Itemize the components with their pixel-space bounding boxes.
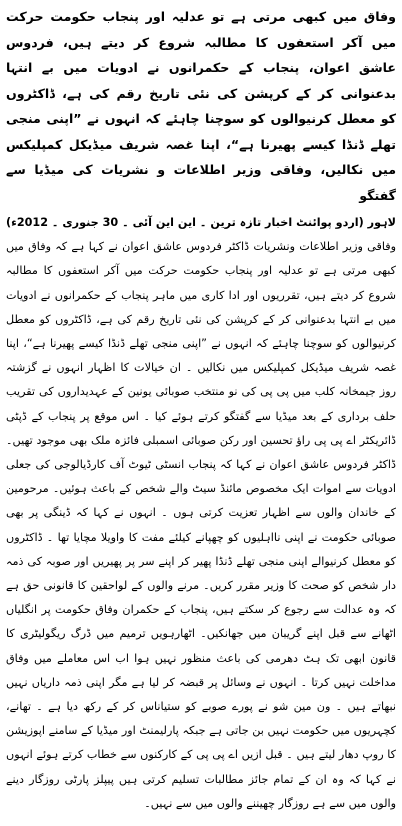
article-body	[6, 211, 396, 816]
article-headline: وفاق میں کبھی مرتی ہے تو عدلیہ اور پنجاب حکومت حرکت میں آکر استعفوں کا مطالبہ شروع کر دیتے ہیں، فردوس عاشق اعوان، پنجاب کے حکمرانوں نے ادویات میں بے انتہا بدعنوانی کر کے کرپشن کی نئی تاریخ رقم کی ہے، ڈاکٹروں کو معطل کرنیوالوں کو سوچنا چاہئے کہ انہوں نے ”اپنی منجی تھلے ڈنڈا کیسے پھیرنا ہے“، اپنا غصہ شریف میڈیکل کمپلیکس میں نکالیں، وفاقی وزیر اطلاعات و نشریات کی میڈیا سے گفتگو	[6, 9, 396, 203]
article-dateline: لاہور (اردو پوائنٹ اخبار تازہ ترین ۔ این این آئی ۔ 30 جنوری ۔ 2012ء)	[6, 216, 397, 229]
article-body-text: وفاقی وزیر اطلاعات ونشریات ڈاکٹر فردوس عاشق اعوان نے کہا ہے کہ وفاق میں کبھی مرتی ہے تو عدلیہ اور پنجاب حکومت حرکت میں آکر استعفوں کا مطالبہ شروع کر دیتے ہیں، تقرریوں اور ادا کاری میں ماہر پنجاب کے حکمرانوں نے ادویات میں بے انتہا بدعنوانی کر کے کرپشن کی نئی تاریخ رقم کی ہے، ڈاکٹروں کو معطل کرنیوالوں کو سوچنا چاہئے کہ انہوں نے ”اپنی منجی تھلے ڈنڈا کیسے پھیرنا ہے“، اپنا غصہ شریف میڈیکل کمپلیکس میں نکالیں ۔ ان خیالات کا اظہار انہوں نے گزشتہ روز جیمخانہ کلب میں پی پی کی نو منتخب صوبائی یونین کے عہدیداروں کی تقریب حلف برداری کے بعد میڈیا سے گفتگو کرتے ہوئے کیا ۔ اس موقع پر پنجاب کے ڈپٹی ڈائریکٹر اے پی پی راؤ تحسین اور رکن صوبائی اسمبلی فائزہ ملک بھی موجود تھیں۔ ڈاکٹر فردوس عاشق اعوان نے کہا کہ پنجاب انسٹی ٹیوٹ آف کارڈیالوجی کی جعلی ادویات سے اموات ایک مخصوص مائنڈ سیٹ والے شخص کے باعث ہوئیں۔ مرحومین کے خاندان والوں سے اظہار تعزیت کرتی ہوں ۔ انہوں نے کہا کہ ڈینگی پر بھی صوبائی حکومت نے اپنی نااہلیوں کو چھپانے کیلئے مفت کا واویلا مچایا تھا ۔ ڈاکٹروں کو معطل کرنیوالے اپنی منجی تھلے ڈنڈا پھیر کر اپنے سر پر پھیریں اور صوبہ کی ذمہ دار شخص کو صحت کا وزیر مقرر کریں۔ مرنے والوں کے لواحقین کا قانونی حق ہے کہ وہ عدالت سے رجوع کر سکتے ہیں، پنجاب کے حکمران وفاق حکومت پر انگلیاں اٹھانے سے قبل اپنے گریبان میں جھانکیں۔ اٹھارہویں ترمیم میں ڈرگ ریگولیٹری کا قانون ابھی تک ہٹ دھرمی کی باعث منظور نہیں ہوا اب اس معاملے میں وفاق مداخلت نہیں کرتا ۔ انہوں نے وسائل پر قبضہ کر لیا ہے مگر اپنی ذمہ داریاں نہیں نبھاتے ہیں ۔ ون مین شو نے پورے صوبے کو ستیاناس کر کے رکھ دیا ہے ۔ تھانے، کچہریوں میں حکومت نہیں بن جاتی ہے جبکہ پارلیمنٹ اور میڈیا کے سامنے اپوزیشن کا روپ دھار لیتے ہیں ۔ قبل ازیں اے پی پی کے کارکنوں سے خطاب کرتے ہوئے انہوں نے کہا کہ وہ ان کے تمام جائز مطالبات تسلیم کرتی ہیں پیپلز پارٹی روزگار دینے والوں میں سے ہے روزگار چھیننے والوں میں سے نہیں۔	[6, 240, 396, 810]
